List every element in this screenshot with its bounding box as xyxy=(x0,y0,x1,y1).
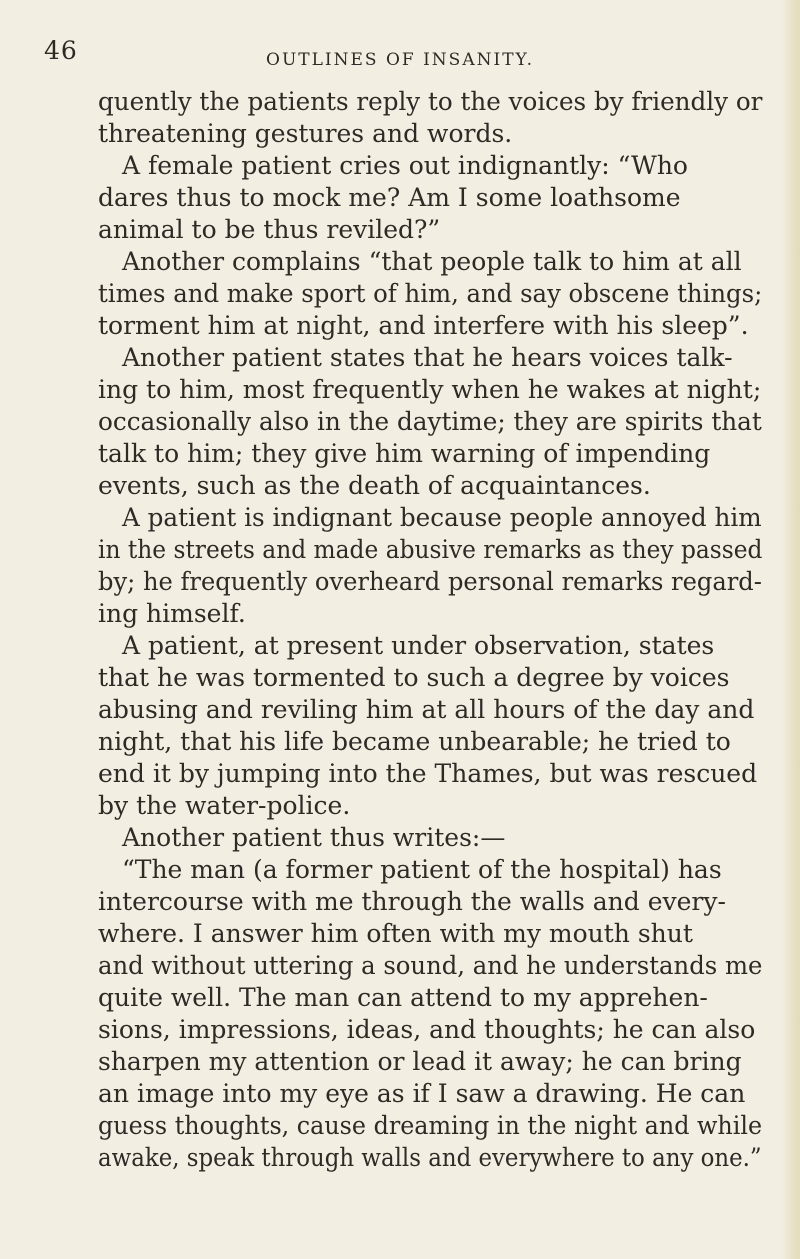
text-line: and without uttering a sound, and he understands me xyxy=(98,951,763,980)
text-line: by; he frequently overheard personal remarks regard- xyxy=(98,567,762,596)
text-line: ing himself. xyxy=(98,599,246,628)
text-line: A patient is indignant because people annoyed him xyxy=(122,503,762,532)
text-line: intercourse with me through the walls and every- xyxy=(98,887,726,916)
page-number: 46 xyxy=(44,36,78,65)
text-line: an image into my eye as if I saw a drawing. He can xyxy=(98,1079,746,1108)
text-line: guess thoughts, cause dreaming in the night and while xyxy=(98,1111,763,1140)
text-line: A patient, at present under observation, states xyxy=(122,631,715,660)
text-line: dares thus to mock me? Am I some loathsome xyxy=(98,183,681,212)
text-line: threatening gestures and words. xyxy=(98,119,513,148)
text-line: animal to be thus reviled?” xyxy=(98,215,441,244)
text-line: sions, impressions, ideas, and thoughts; he can also xyxy=(98,1015,756,1044)
text-line: sharpen my attention or lead it away; he can bring xyxy=(98,1047,742,1076)
text-line: that he was tormented to such a degree by voices xyxy=(98,663,730,692)
text-line: end it by jumping into the Thames, but was rescued xyxy=(98,759,758,788)
text-line: quite well. The man can attend to my apprehen- xyxy=(98,983,708,1012)
running-title: OUTLINES OF INSANITY. xyxy=(266,50,534,70)
text-line: Another complains “that people talk to him at all xyxy=(122,247,742,276)
text-line: night, that his life became unbearable; he tried to xyxy=(98,727,731,756)
text-line: talk to him; they give him warning of impending xyxy=(98,439,711,468)
text-line: awake, speak through walls and everywhere to any one.” xyxy=(98,1143,762,1172)
text-line: Another patient states that he hears voices talk- xyxy=(122,343,733,372)
text-line: ing to him, most frequently when he wakes at night; xyxy=(98,375,762,404)
text-line: A female patient cries out indignantly: “Who xyxy=(122,151,688,180)
text-line: events, such as the death of acquaintances. xyxy=(98,471,651,500)
text-line: occasionally also in the daytime; they are spirits that xyxy=(98,407,762,436)
text-line: abusing and reviling him at all hours of the day and xyxy=(98,695,755,724)
text-line: by the water-police. xyxy=(98,791,351,820)
text-line: torment him at night, and interfere with his sleep”. xyxy=(98,311,749,340)
text-line: where. I answer him often with my mouth shut xyxy=(98,919,693,948)
text-line: Another patient thus writes:— xyxy=(122,823,506,852)
text-line: quently the patients reply to the voices by friendly or xyxy=(98,87,763,116)
text-line: in the streets and made abusive remarks as they passed xyxy=(98,535,763,564)
text-line: times and make sport of him, and say obscene things; xyxy=(98,279,763,308)
text-line: “The man (a former patient of the hospital) has xyxy=(122,855,722,884)
